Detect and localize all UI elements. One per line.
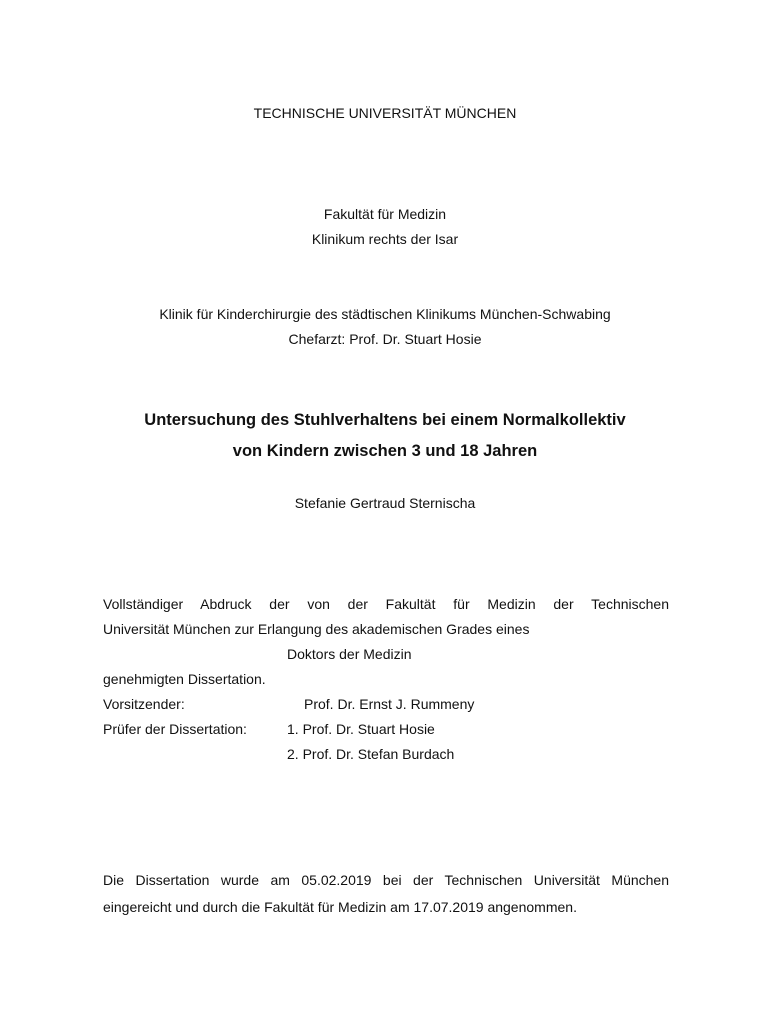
examiners-label: Prüfer der Dissertation: <box>103 721 247 737</box>
statement-line-1: Vollständiger Abdruck der von der Fakultät für Medizin der Technischen <box>103 596 669 612</box>
chair-label: Vorsitzender: <box>103 696 185 712</box>
submission-line-2: eingereicht und durch die Fakultät für Medizin am 17.07.2019 angenommen. <box>103 899 577 915</box>
examiner-2: 2. Prof. Dr. Stefan Burdach <box>287 746 455 762</box>
statement-line-2: Universität München zur Erlangung des akademischen Grades eines <box>103 621 530 637</box>
chief-physician: Chefarzt: Prof. Dr. Stuart Hosie <box>288 331 482 347</box>
department-name: Klinik für Kinderchirurgie des städtischen Klinikums München-Schwabing <box>159 306 611 322</box>
examiner-1: 1. Prof. Dr. Stuart Hosie <box>287 721 435 737</box>
statement-line-3: genehmigten Dissertation. <box>103 671 266 687</box>
university-name: TECHNISCHE UNIVERSITÄT MÜNCHEN <box>253 105 517 121</box>
clinic-name: Klinikum rechts der Isar <box>311 231 459 247</box>
author-name: Stefanie Gertraud Sternischa <box>294 495 476 511</box>
chair-name: Prof. Dr. Ernst J. Rummeny <box>304 696 475 712</box>
degree-name: Doktors der Medizin <box>287 646 412 662</box>
faculty-name: Fakultät für Medizin <box>323 206 447 222</box>
thesis-title-line-2: von Kindern zwischen 3 und 18 Jahren <box>232 442 538 460</box>
thesis-title-line-1: Untersuchung des Stuhlverhaltens bei einem Normalkollektiv <box>144 411 626 429</box>
submission-line-1: Die Dissertation wurde am 05.02.2019 bei der Technischen Universität München <box>103 872 669 888</box>
